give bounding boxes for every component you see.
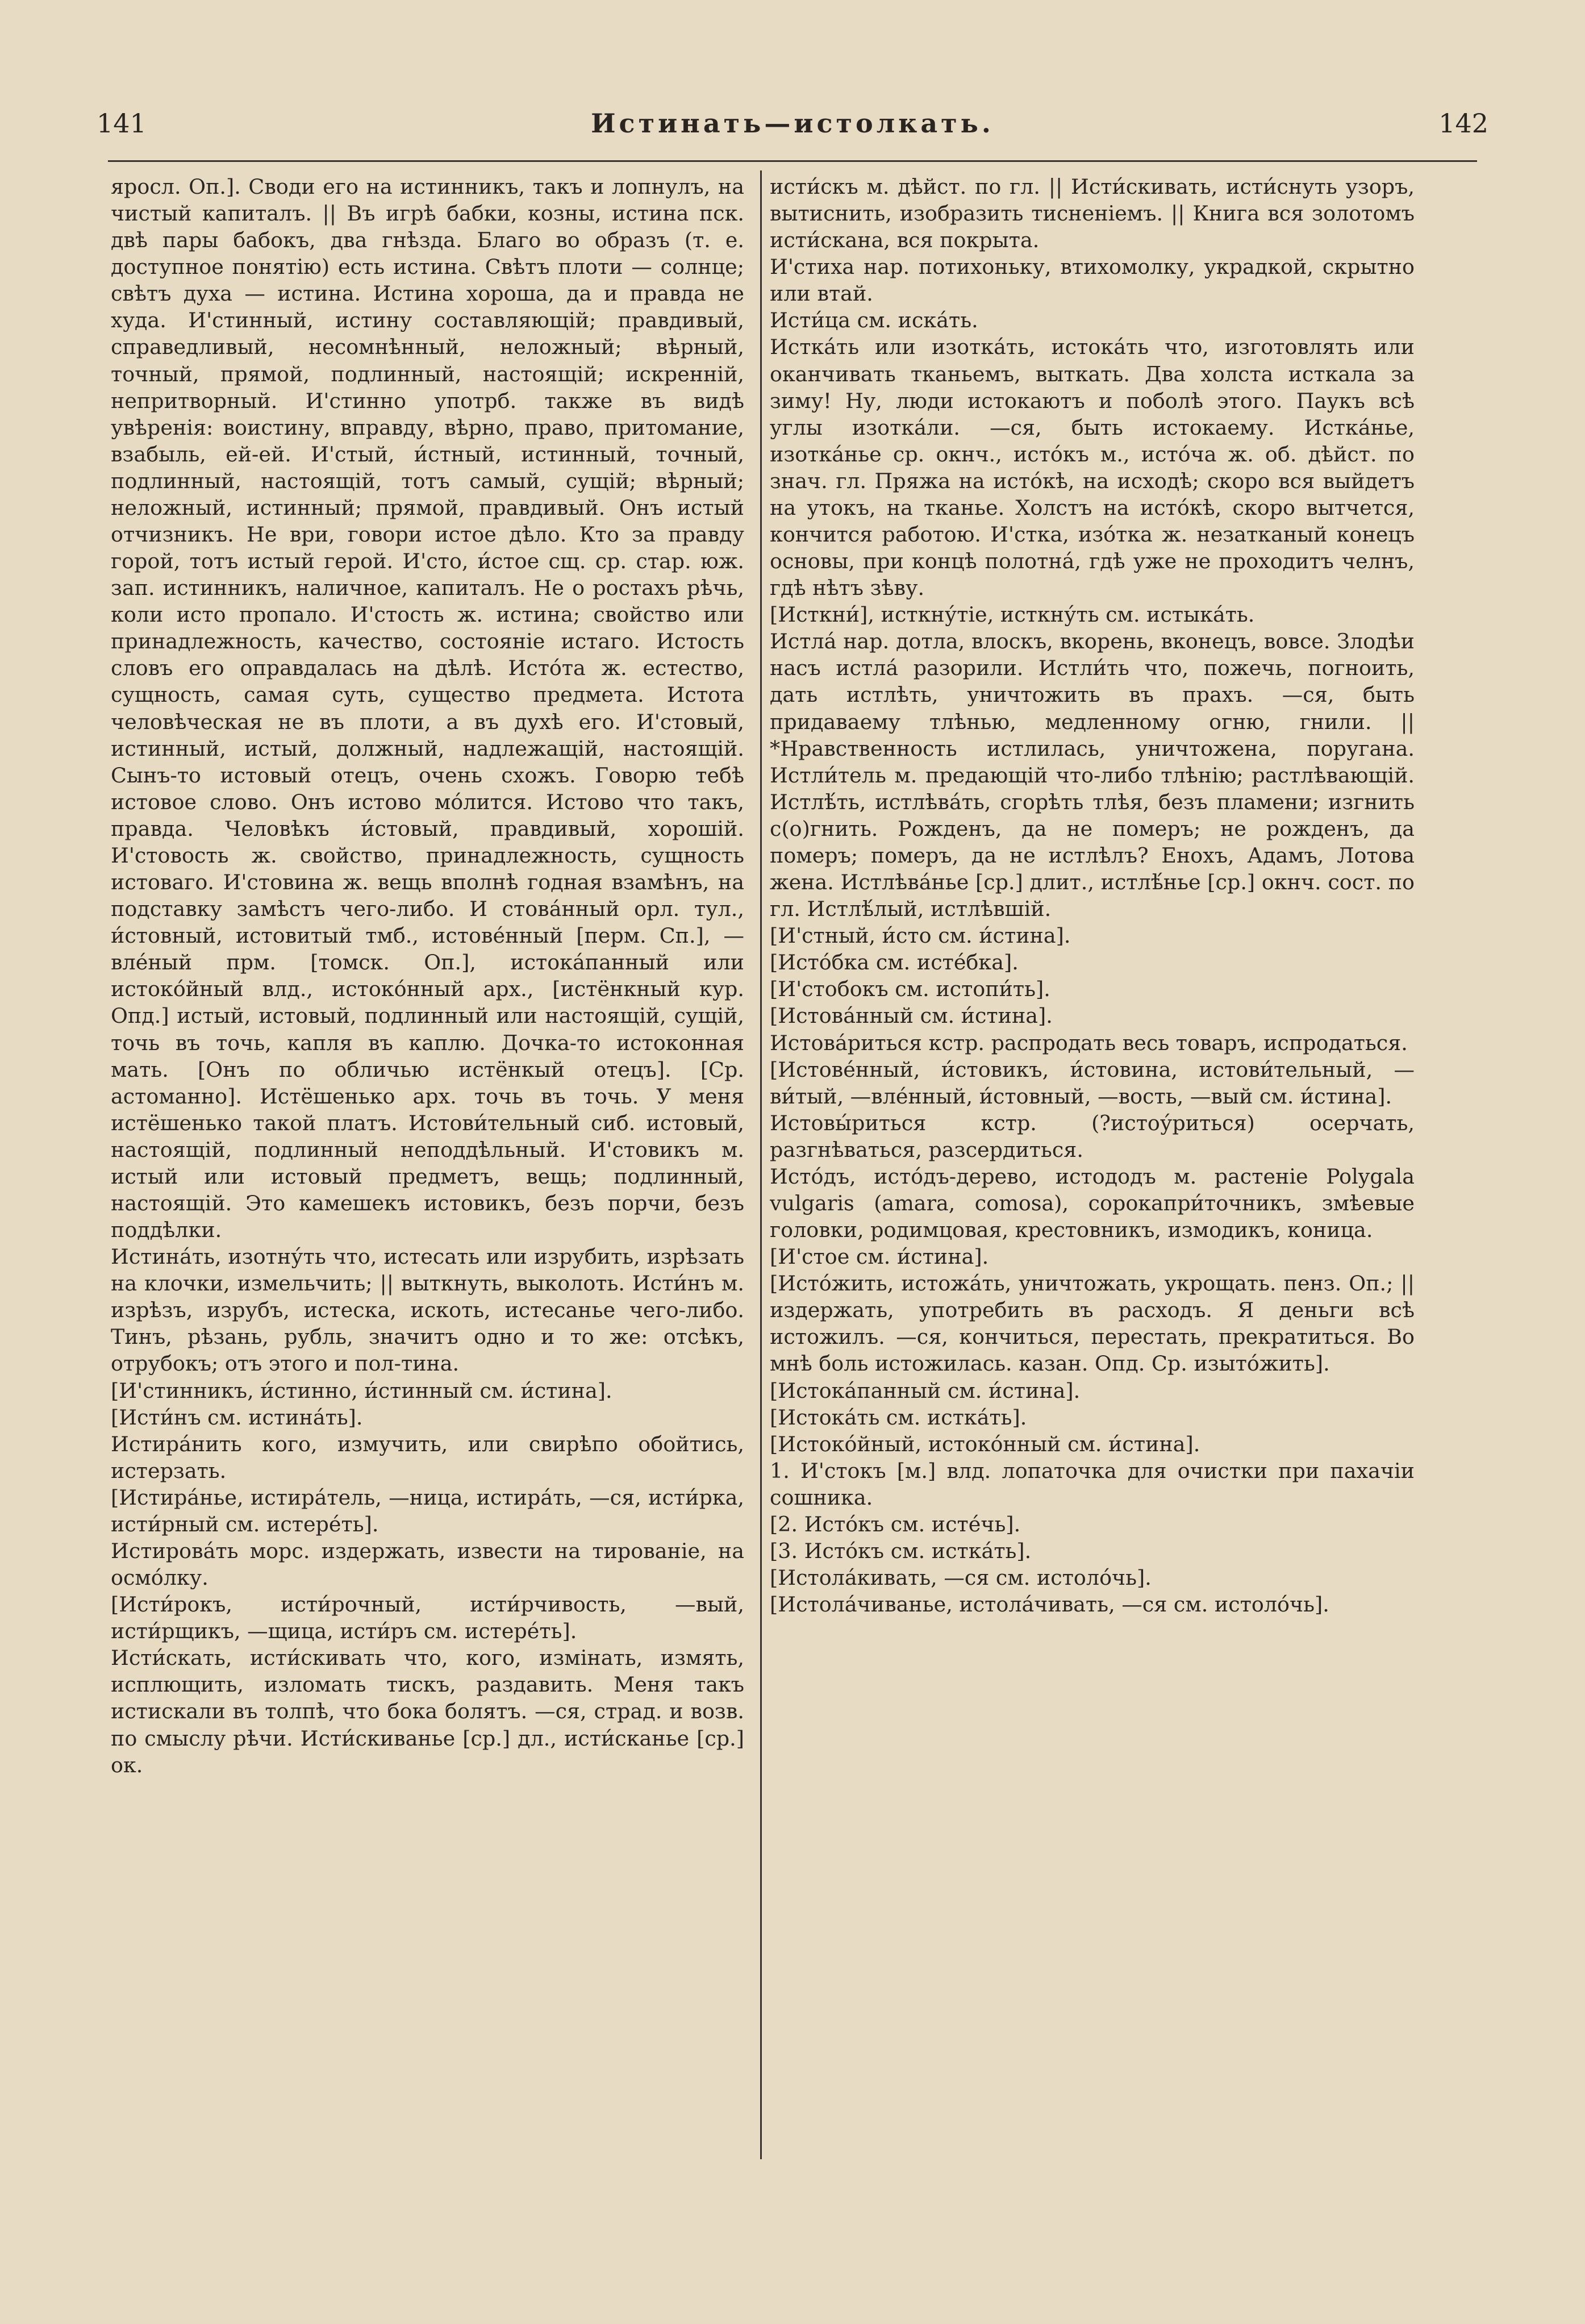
entry: [Истоко́йный, истоко́нный см. и́стина]. [770,1431,1200,1456]
entry: И'стиха нар. потихоньку, втихомолку, украдкой, скрытно или втай. [770,255,1415,306]
entry: Истовы́риться кстр. (?истоу́риться) осерчать, разгнѣваться, разсердиться. [770,1110,1415,1162]
entry: яросл. Оп.]. Своди его на истинникъ, такъ и лопнулъ, на чистый капиталъ. || Въ игрѣ бабки, козны, истина пск. двѣ пары бабокъ, два гнѣзда. Благо во образъ (т. е. доступное понятію) есть истина. Свѣтъ плоти — солнце; свѣтъ духа — истина. Истина хороша, да и правда не худа. И'стинный, истину составляющій; правдивый, справедливый, несомнѣнный, неложный; вѣрный, точный, прямой, подлинный, настоящій; искренній, непритворный. И'стинно употрб. также въ видѣ увѣренія: воистину, вправду, вѣрно, право, притомание, взабыль, ей-ей. И'стый, и́стный, истинный, точный, подлинный, настоящій, тотъ самый, сущій; вѣрный; неложный, истинный; прямой, правдивый. Онъ истый отчизникъ. Не ври, говори истое дѣло. Кто за правду горой, тотъ истый герой. И'сто, и́стое сщ. ср. стар. юж. зап. истинникъ, наличное, капиталъ. Не о ростахъ рѣчь, коли исто пропало. И'стость ж. истина; свойство или принадлежность, качество, состояніе истаго. Истость словъ его оправдалась на дѣлѣ. Исто́та ж. естество, сущность, самая суть, существо предмета. Истота человѣческая не въ плоти, а въ духѣ его. И'стовый, истинный, истый, должный, надлежащій, настоящій. Сынъ-то истовый отецъ, очень схожъ. Говорю тебѣ истовое слово. Онъ истово мо́лится. Истово что такъ, правда. Человѣкъ и́стовый, правдивый, хорошій. И'стовость ж. свойство, принадлежность, сущность истоваго. И'стовина ж. вещь вполнѣ годная взамѣнъ, на подставку замѣстъ чего-либо. И стова́нный орл. тул., и́стовный, истовитый тмб., истове́нный [перм. Сп.], —вле́ный прм. [томск. Оп.], истока́панный или истоко́йный влд., истоко́нный арх., [истёнкный кур. Опд.] истый, истовый, подлинный или настоящій, сущій, точь въ точь, капля въ каплю. Дочка-то истоконная мать. [Онъ по обличью истёнкый отецъ]. [Ср. астоманно]. Истёшенько арх. точь въ точь. У меня истёшенько такой платъ. Истови́тельный сиб. истовый, настоящій, подлинный неподдѣльный. И'стовикъ м. истый или истовый предметъ, вещь; подлинный, настоящій. Это камешекъ истовикъ, безъ порчи, безъ поддѣлки. [111,174,744,1243]
entry: Исто́дъ, исто́дъ-дерево, истододъ м. растеніе Polygala vulgaris (amara, comosa), сорокапри́точникъ, змѣевые головки, родимцовая, крестовникъ, измодикъ, коница. [770,1164,1415,1243]
entry: Истова́риться кстр. распродать весь товаръ, испродаться. [770,1030,1408,1055]
entry: [Исти́нъ см. истина́ть]. [111,1405,363,1430]
entry: Истла́ нар. дотла, влоскъ, вкорень, вконецъ, вовсе. Злодѣи насъ истла́ разорили. Истли́ть что, пожечь, погноить, дать истлѣть, уничтожить въ прахъ. —ся, быть придаваему тлѣнью, медленному огню, гнили. || *Нравственность истлилась, уничтожена, поругана. Истли́тель м. предающій что-либо тлѣнію; растлѣвающій. Истлѣ́ть, истлѣва́ть, сгорѣть тлѣя, безъ пламени; изгнить с(о)гнить. Рожденъ, да не померъ; не рожденъ, да померъ; померъ, да не истлѣлъ? Енохъ, Адамъ, Лотова жена. Истлѣва́нье [ср.] длит., истлѣ́нье [ср.] окнч. сост. по гл. Истлѣ́лый, истлѣвшій. [770,629,1415,922]
entry: [2. Исто́къ см. исте́чь]. [770,1511,1021,1536]
entry: Исти́скать, исти́скивать что, кого, измінать, измять, исплющить, изломать тискъ, раздавить. Меня такъ истискали въ толпѣ, что бока болятъ. —ся, страд. и возв. по смыслу рѣчи. Исти́скиванье [ср.] дл., исти́сканье [ср.] ок. [111,1646,744,1777]
running-head: Истинать—истолкать. [591,108,994,139]
left-column [111,173,744,2173]
right-column [770,173,1415,2173]
entry: [Истира́нье, истира́тель, —ница, истира́ть, —ся, исти́рка, исти́рный см. истере́ть]. [111,1485,744,1536]
entry: [Истока́ть см. истка́ть]. [770,1405,1027,1430]
column-divider [760,170,762,2159]
entry: [Исткни́], исткну́тіе, исткну́ть см. истыка́ть. [770,602,1255,627]
entry: Истина́ть, изотну́ть что, истесать или изрубить, изрѣзать на клочки, измельчить; || выткнуть, выколоть. Исти́нъ м. изрѣзъ, изрубъ, истеска, искоть, истесанье чего-либо. Тинъ, рѣзань, рубль, значитъ одно и то же: отсѣкъ, отрубокъ; отъ этого и пол-тина. [111,1244,744,1376]
page-number-left: 141 [97,108,147,139]
entry: исти́скъ м. дѣйст. по гл. || Исти́скивать, исти́снуть узоръ, вытиснить, изобразить тисненіемъ. || Книга вся золотомъ исти́скана, вся покрыта. [770,174,1415,253]
entry: [Исто́жить, истожа́ть, уничтожать, укрощать. пенз. Оп.; || издержать, употребить въ расходъ. Я деньги всѣ истожилъ. —ся, кончиться, перестать, прекратиться. Во мнѣ боль истожилась. казан. Опд. Ср. изыто́жить]. [770,1271,1415,1376]
entry: [И'стобокъ см. истопи́ть]. [770,977,1050,1002]
entry: Истка́ть или изотка́ть, истока́ть что, изготовлять или оканчивать тканьемъ, выткать. Два холста исткала за зиму! Ну, люди истокаютъ и поболѣ этого. Паукъ всѣ углы изотка́ли. —ся, быть истокаему. Истка́нье, изотка́нье ср. окнч., исто́къ м., исто́ча ж. об. дѣйст. по знач. гл. Пряжа на исто́кѣ, на исходѣ; скоро вся выйдетъ на утокъ, на тканье. Холстъ на исто́кѣ, скоро вытчется, кончится работою. И'стка, изо́тка ж. незатканый конецъ основы, при концѣ полотна́, гдѣ уже не проходитъ челнъ, гдѣ нѣтъ зѣву. [770,335,1415,601]
entry: [И'стинникъ, и́стинно, и́стинный см. и́стина]. [111,1378,612,1403]
entry: [Исти́рокъ, исти́рочный, исти́рчивость, —вый, исти́рщикъ, —щица, исти́ръ см. истере́ть]. [111,1592,744,1644]
entry: [Истова́нный см. и́стина]. [770,1003,1053,1028]
entry: Истирова́ть морс. издержать, извести на тированіе, на осмо́лку. [111,1538,744,1590]
entry: [И'стный, и́сто см. и́стина]. [770,923,1071,948]
entry: [Исто́бка см. исте́бка]. [770,950,1019,975]
entry: [Истове́нный, и́стовикъ, и́стовина, истови́тельный, —ви́тый, —вле́нный, и́стовный, —вость, —вый см. и́стина]. [770,1057,1415,1109]
entry: [Истола́чиванье, истола́чивать, —ся см. истоло́чь]. [770,1592,1329,1617]
page-number-right: 142 [1438,108,1488,139]
entry: 1. И'стокъ [м.] влд. лопаточка для очистки при пахачіи сошника. [770,1458,1415,1510]
entry: [Истола́кивать, —ся см. истоло́чь]. [770,1565,1152,1590]
entry: Исти́ца см. иска́ть. [770,308,978,333]
entry: [3. Исто́къ см. истка́ть]. [770,1538,1032,1563]
entry: [И'стое см. и́стина]. [770,1244,989,1269]
entry: [Истока́панный см. и́стина]. [770,1378,1081,1403]
header-rule [108,160,1477,162]
entry: Истира́нить кого, измучить, или свирѣпо обойтись, истерзать. [111,1431,744,1483]
page-header [91,108,1494,148]
